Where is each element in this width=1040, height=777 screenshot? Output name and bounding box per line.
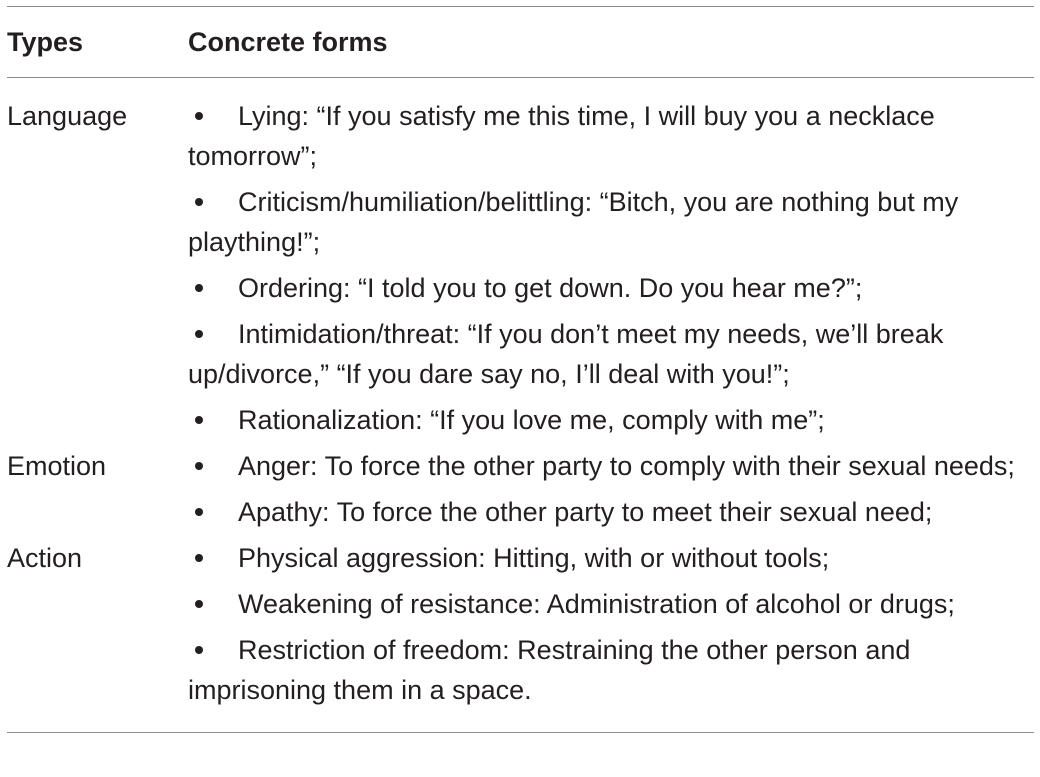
- table-row: [7, 446, 1034, 538]
- header-types: Types: [7, 26, 84, 57]
- table-header: [7, 7, 1034, 77]
- list-item: [188, 182, 1034, 262]
- item-text: Weakening of resistance: Administration of alcohol or drugs;: [238, 589, 955, 619]
- table-row: [7, 538, 1034, 716]
- list-item: [188, 400, 1034, 440]
- bullet-icon: [195, 284, 203, 292]
- header-concrete-forms: Concrete forms: [188, 26, 388, 57]
- item-text: Criticism/humiliation/belittling: “Bitch, you are nothing but my plaything!”;: [188, 187, 959, 257]
- item-text: Restriction of freedom: Restraining the other person and imprisoning them in a space.: [188, 635, 911, 705]
- type-cell: Action: [7, 543, 83, 573]
- bullet-icon: [195, 416, 203, 424]
- list-item: [188, 446, 1034, 486]
- bullet-icon: [195, 198, 203, 206]
- bullet-icon: [195, 330, 203, 338]
- list-item: [188, 314, 1034, 394]
- item-text: Ordering: “I told you to get down. Do you hear me?”;: [238, 273, 863, 303]
- type-cell: Language: [7, 101, 128, 131]
- table-row: [7, 96, 1034, 446]
- bullet-icon: [195, 600, 203, 608]
- forms-cell: [188, 538, 1034, 716]
- list-item: [188, 630, 1034, 710]
- list-item: [188, 268, 1034, 308]
- item-text: Intimidation/threat: “If you don’t meet my needs, we’ll break up/divorce,” “If you dare say no, I’ll deal with you!”;: [188, 319, 944, 389]
- bullet-icon: [195, 554, 203, 562]
- list-item: [188, 584, 1034, 624]
- table-body: [7, 78, 1034, 732]
- bottom-rule: [7, 732, 1034, 733]
- list-item: [188, 492, 1034, 532]
- bullet-icon: [195, 508, 203, 516]
- item-text: Rationalization: “If you love me, comply with me”;: [238, 405, 825, 435]
- forms-table: [7, 6, 1034, 733]
- forms-cell: [188, 96, 1034, 446]
- item-text: Lying: “If you satisfy me this time, I will buy you a necklace tomorrow”;: [188, 101, 935, 171]
- item-text: Apathy: To force the other party to meet their sexual need;: [238, 497, 933, 527]
- item-text: Anger: To force the other party to comply with their sexual needs;: [238, 451, 1015, 481]
- list-item: [188, 96, 1034, 176]
- item-text: Physical aggression: Hitting, with or without tools;: [238, 543, 830, 573]
- type-cell: Emotion: [7, 451, 107, 481]
- bullet-icon: [195, 646, 203, 654]
- bullet-icon: [195, 112, 203, 120]
- list-item: [188, 538, 1034, 578]
- bullet-icon: [195, 462, 203, 470]
- forms-cell: [188, 446, 1034, 538]
